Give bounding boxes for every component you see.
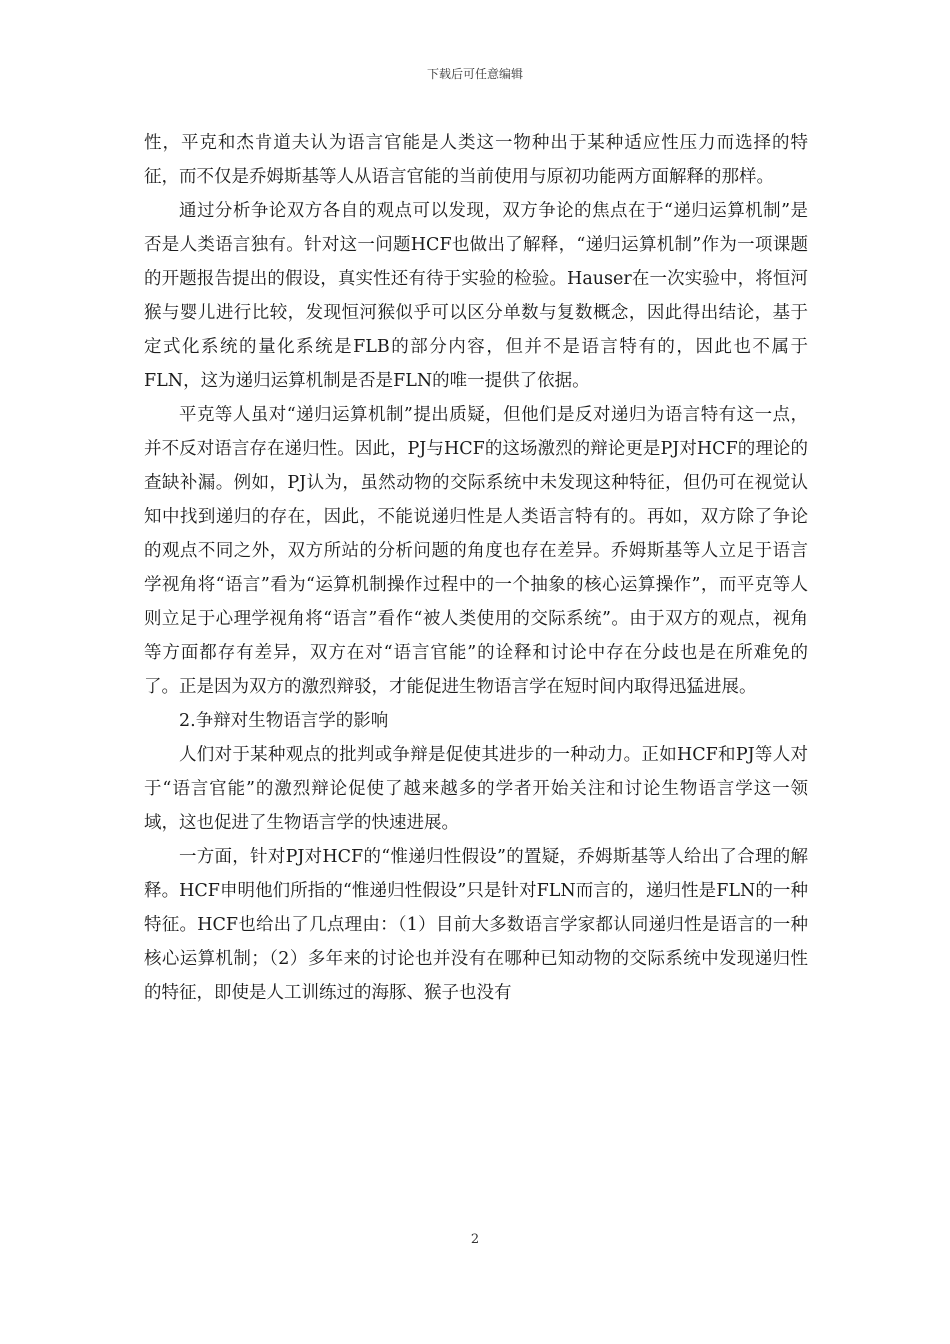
page-number: 2 (470, 1232, 480, 1247)
paragraph-debate-impact: 人们对于某种观点的批判或争辩是促使其进步的一种动力。正如HCF和PJ等人对于“语言官能”的激烈辩论促使了越来越多的学者开始关注和讨论生物语言学这一领域，这也促进了生物语言学的快速进展。 (144, 745, 808, 833)
page-header: 下载后可任意编辑 (426, 67, 523, 81)
paragraph-debate-focus: 通过分析争论双方各自的观点可以发现，双方争论的焦点在于“递归运算机制”是否是人类语言独有。针对这一问题HCF也做出了解释，“递归运算机制”作为一项课题的开题报告提出的假设，真实性还有待于实验的检验。Hauser在一次实验中，将恒河猴与婴儿进行比较，发现恒河猴似乎可以区分单数与复数概念，因此得出结论，基于定式化系统的量化系统是FLB的部分内容，但并不是语言特有的，因此也不属于FLN，这为递归运算机制是否是FLN的唯一提供了依据。 (144, 201, 808, 391)
paragraph-hcf-response: 一方面，针对PJ对HCF的“惟递归性假设”的置疑，乔姆斯基等人给出了合理的解释。HCF申明他们所指的“惟递归性假设”只是针对FLN而言的，递归性是FLN的一种特征。HCF也给出了几点理由：（1）目前大多数语言学家都认同递归性是语言的一种核心运算机制；（2）多年来的讨论也并没有在哪种已知动物的交际系统中发现递归性的特征，即使是人工训练过的海豚、猴子也没有 (144, 847, 808, 1003)
document-body (144, 126, 808, 1010)
paragraph-continuation: 性，平克和杰肯道夫认为语言官能是人类这一物种出于某种适应性压力而选择的特征，而不仅是乔姆斯基等人从语言官能的当前使用与原初功能两方面解释的那样。 (144, 133, 808, 187)
section-heading: 2.争辩对生物语言学的影响 (179, 711, 389, 731)
paragraph-pinker-critique: 平克等人虽对“递归运算机制”提出质疑，但他们是反对递归为语言特有这一点，并不反对语言存在递归性。因此，PJ与HCF的这场激烈的辩论更是PJ对HCF的理论的查缺补漏。例如，PJ认为，虽然动物的交际系统中未发现这种特征，但仍可在视觉认知中找到递归的存在，因此，不能说递归性是人类语言特有的。再如，双方除了争论的观点不同之外，双方所站的分析问题的角度也存在差异。乔姆斯基等人立足于语言学视角将“语言”看为“运算机制操作过程中的一个抽象的核心运算操作”，而平克等人则立足于心理学视角将“语言”看作“被人类使用的交际系统”。由于双方的观点，视角等方面都存有差异，双方在对“语言官能”的诠释和讨论中存在分歧也是在所难免的了。正是因为双方的激烈辩驳，才能促进生物语言学在短时间内取得迅猛进展。 (144, 405, 808, 697)
